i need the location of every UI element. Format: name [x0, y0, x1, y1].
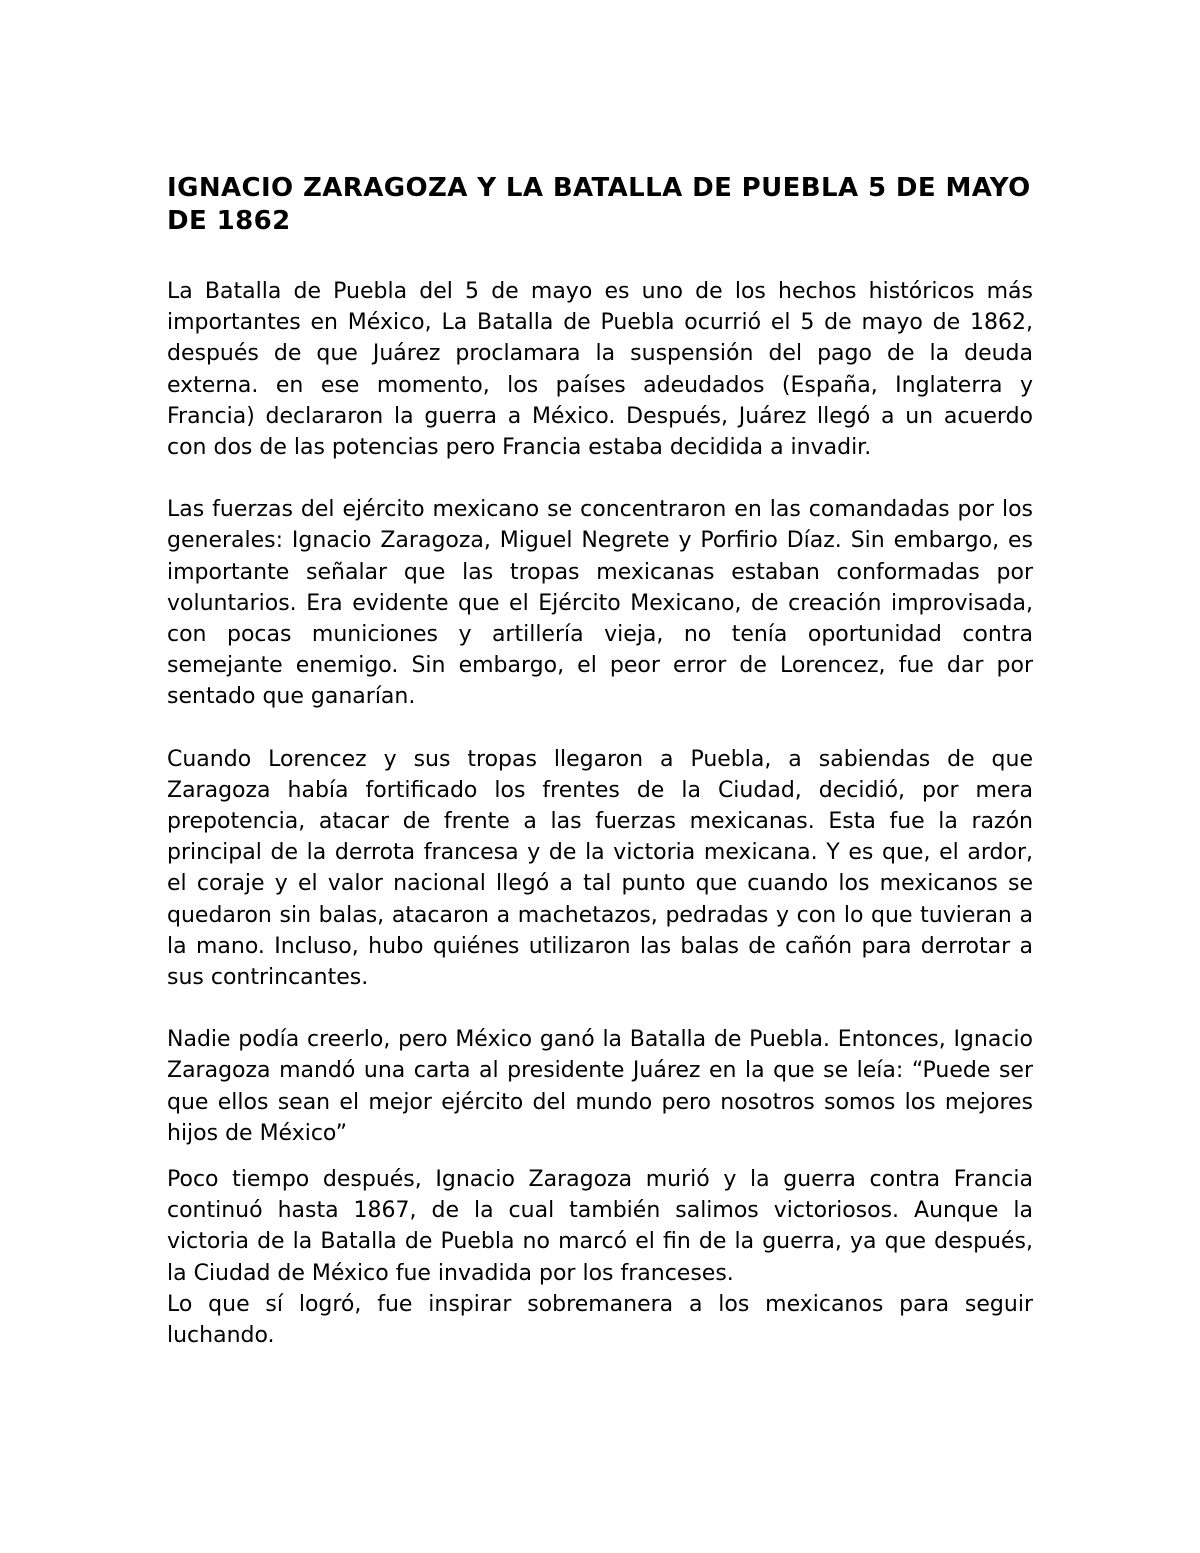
paragraph-3: Cuando Lorencez y sus tropas llegaron a Puebla, a sabiendas de que Zaragoza había fortificado los frentes de la Ciudad, decidió, por mera prepotencia, atacar de frente a las fuerzas mexicanas. Esta fue la razón principal de la derrota francesa y de la victoria mexicana. Y es que, el ardor, el coraje y el valor nacional llegó a tal punto que cuando los mexicanos se quedaron sin balas, atacaron a machetazos, pedradas y con lo que tuvieran a la mano. Incluso, hubo quiénes utilizaron las balas de cañón para derrotar a sus contrincantes. [167, 746, 1033, 991]
document-title: IGNACIO ZARAGOZA Y LA BATALLA DE PUEBLA 5 DE MAYO DE 1862 [167, 173, 1031, 236]
paragraph-2: Las fuerzas del ejército mexicano se concentraron en las comandadas por los generales: Ignacio Zaragoza, Miguel Negrete y Porfirio Díaz. Sin embargo, es importante señalar que las tropas mexicanas estaban conformadas por voluntarios. Era evidente que el Ejército Mexicano, de creación improvisada, con pocas municiones y artillería vieja, no tenía oportunidad contra semejante enemigo. Sin embargo, el peor error de Lorencez, fue dar por sentado que ganarían. [167, 497, 1033, 710]
paragraph-6: Lo que sí logró, fue inspirar sobremanera a los mexicanos para seguir luchando. [167, 1291, 1033, 1349]
paragraph-1: La Batalla de Puebla del 5 de mayo es uno de los hechos históricos más importantes en México, La Batalla de Puebla ocurrió el 5 de mayo de 1862, después de que Juárez proclamara la suspensión del pago de la deuda externa. en ese momento, los países adeudados (España, Inglaterra y Francia) declararon la guerra a México. Después, Juárez llegó a un acuerdo con dos de las potencias pero Francia estaba decidida a invadir. [167, 279, 1033, 461]
paragraph-5: Poco tiempo después, Ignacio Zaragoza murió y la guerra contra Francia continuó hasta 1867, de la cual también salimos victoriosos. Aunque la victoria de la Batalla de Puebla no marcó el fin de la guerra, ya que después, la Ciudad de México fue invadida por los franceses. [167, 1167, 1033, 1286]
document-body [167, 172, 1033, 1351]
paragraph-4: Nadie podía creerlo, pero México ganó la Batalla de Puebla. Entonces, Ignacio Zaragoza mandó una carta al presidente Juárez en la que se leía: “Puede ser que ellos sean el mejor ejército del mundo pero nosotros somos los mejores hijos de México” [167, 1027, 1033, 1146]
